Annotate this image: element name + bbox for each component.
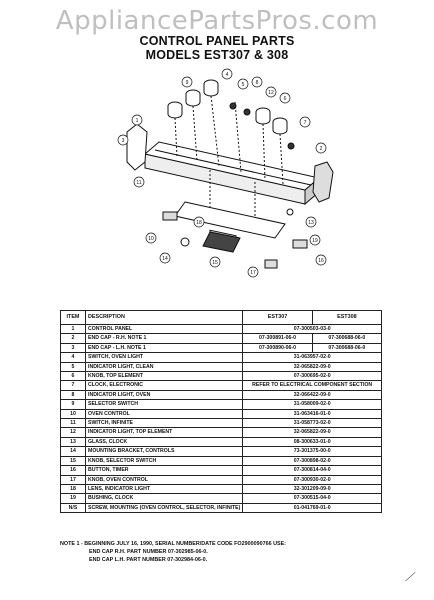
row-part-number-est308: 07-300688-06-0: [312, 343, 381, 352]
table-row: [61, 400, 382, 409]
table-row: [61, 381, 382, 390]
exploded-parts-diagram: [115, 62, 345, 287]
table-row: [61, 494, 382, 503]
row-item-number: 14: [61, 447, 86, 456]
row-description: OVEN CONTROL: [86, 409, 243, 418]
table-row: [61, 409, 382, 418]
callout-15: [210, 257, 220, 267]
table-row: [61, 353, 382, 362]
table-row: [61, 437, 382, 446]
row-description: GLASS, CLOCK: [86, 437, 243, 446]
title-line-1: CONTROL PANEL PARTS: [139, 34, 295, 48]
row-part-number: 32-065822-09-0: [243, 428, 382, 437]
page-title: [0, 34, 434, 62]
row-item-number: N/S: [61, 503, 86, 512]
row-description: SWITCH, INFINITE: [86, 419, 243, 428]
header-item: ITEM: [61, 311, 86, 325]
callout-19: [310, 235, 320, 245]
handwritten-mark: ⟋: [405, 570, 414, 584]
row-item-number: 11: [61, 419, 86, 428]
row-item-number: 16: [61, 466, 86, 475]
row-item-number: 17: [61, 475, 86, 484]
svg-text:14: 14: [162, 256, 168, 262]
row-part-number: 07-300898-02-0: [243, 456, 382, 465]
row-part-number-est307: 07-300890-06-0: [243, 343, 312, 352]
table-row: [61, 484, 382, 493]
row-part-number: 73-301375-00-0: [243, 447, 382, 456]
row-description: INDICATOR LIGHT, TOP ELEMENT: [86, 428, 243, 437]
svg-text:7: 7: [303, 120, 307, 126]
table-header-row: [61, 311, 382, 325]
note-lh: END CAP L.H. PART NUMBER 07-302984-06-0.: [89, 557, 208, 563]
table-row: [61, 419, 382, 428]
table-row: [61, 372, 382, 381]
callout-7: [300, 117, 310, 127]
row-description: LENS, INDICATOR LIGHT: [86, 484, 243, 493]
svg-text:12: 12: [268, 90, 274, 96]
callout-5: [238, 79, 248, 89]
row-item-number: 13: [61, 437, 86, 446]
row-description: END CAP - R.H. NOTE 1: [86, 334, 243, 343]
table-row: [61, 325, 382, 334]
svg-text:10: 10: [148, 236, 154, 242]
row-item-number: 2: [61, 334, 86, 343]
row-item-number: 18: [61, 484, 86, 493]
table-row: [61, 456, 382, 465]
row-description: BUSHING, CLOCK: [86, 494, 243, 503]
table-row: [61, 390, 382, 399]
callout-4: [222, 69, 232, 79]
header-est307: EST307: [243, 311, 312, 325]
row-part-number: 31-058773-02-0: [243, 419, 382, 428]
row-item-number: 19: [61, 494, 86, 503]
callout-12: [266, 87, 276, 97]
parts-table: [60, 310, 382, 513]
callout-16: [316, 255, 326, 265]
table-row: [61, 334, 382, 343]
callout-6: [280, 93, 290, 103]
row-item-number: 9: [61, 400, 86, 409]
svg-text:18: 18: [196, 220, 202, 226]
svg-text:16: 16: [318, 258, 324, 264]
svg-text:17: 17: [250, 270, 256, 276]
table-row: [61, 503, 382, 512]
svg-text:9: 9: [185, 80, 189, 86]
row-description: SWITCH, OVEN LIGHT: [86, 353, 243, 362]
row-part-number: 31-063957-02-0: [243, 353, 382, 362]
row-part-number-est307: 07-300891-06-0: [243, 334, 312, 343]
row-part-number: 07-300695-02-0: [243, 372, 382, 381]
row-part-number: 32-066422-09-0: [243, 390, 382, 399]
row-item-number: 10: [61, 409, 86, 418]
row-part-number: 32-065822-09-0: [243, 362, 382, 371]
row-description: KNOB, TOP ELEMENT: [86, 372, 243, 381]
notes: [60, 540, 390, 564]
svg-text:5: 5: [241, 82, 245, 88]
row-item-number: 7: [61, 381, 86, 390]
row-part-number-est308: 07-300688-06-0: [312, 334, 381, 343]
row-description: CONTROL PANEL: [86, 325, 243, 334]
table-row: [61, 466, 382, 475]
row-part-number: 07-300814-04-0: [243, 466, 382, 475]
note-1: NOTE 1 - BEGINNING JULY 16, 1990, SERIAL NUMBER/DATE CODE FO2900090766 USE:: [60, 541, 286, 547]
callout-13: [306, 217, 316, 227]
svg-text:3: 3: [121, 138, 125, 144]
row-item-number: 8: [61, 390, 86, 399]
row-description: SCREW, MOUNTING (OVEN CONTROL, SELECTOR, INFINITE): [86, 503, 243, 512]
row-part-number: 07-300515-04-0: [243, 494, 382, 503]
row-description: CLOCK, ELECTRONIC: [86, 381, 243, 390]
parts-table-body: [61, 325, 382, 513]
row-part-number: 31-063416-01-0: [243, 409, 382, 418]
row-item-number: 15: [61, 456, 86, 465]
table-row: [61, 475, 382, 484]
row-item-number: 3: [61, 343, 86, 352]
svg-text:19: 19: [312, 238, 318, 244]
header-description: DESCRIPTION: [86, 311, 243, 325]
callout-14: [160, 253, 170, 263]
row-part-number: 08-300633-01-0: [243, 437, 382, 446]
table-row: [61, 362, 382, 371]
row-part-number: 32-301209-09-0: [243, 484, 382, 493]
callout-11: [134, 177, 144, 187]
row-description: MOUNTING BRACKET, CONTROLS: [86, 447, 243, 456]
table-row: [61, 428, 382, 437]
svg-text:8: 8: [255, 80, 259, 86]
row-item-number: 5: [61, 362, 86, 371]
row-part-number: 07-300930-02-0: [243, 475, 382, 484]
callout-10: [146, 233, 156, 243]
row-description: INDICATOR LIGHT, OVEN: [86, 390, 243, 399]
callout-1: [132, 115, 142, 125]
callout-17: [248, 267, 258, 277]
row-item-number: 4: [61, 353, 86, 362]
svg-text:15: 15: [212, 260, 218, 266]
row-item-number: 1: [61, 325, 86, 334]
table-row: [61, 343, 382, 352]
svg-text:2: 2: [319, 146, 323, 152]
table-row: [61, 447, 382, 456]
row-item-number: 12: [61, 428, 86, 437]
callout-8: [252, 77, 262, 87]
row-part-number: 07-300503-03-0: [243, 325, 382, 334]
svg-text:1: 1: [135, 118, 139, 124]
callout-3: [118, 135, 128, 145]
row-part-number: 01-041769-01-0: [243, 503, 382, 512]
title-line-2: MODELS EST307 & 308: [145, 48, 289, 62]
svg-text:13: 13: [308, 220, 314, 226]
row-item-number: 6: [61, 372, 86, 381]
svg-text:11: 11: [136, 180, 142, 186]
svg-text:4: 4: [225, 72, 229, 78]
callout-9: [182, 77, 192, 87]
row-description: KNOB, OVEN CONTROL: [86, 475, 243, 484]
row-description: END CAP - L.H. NOTE 1: [86, 343, 243, 352]
row-description: SELECTOR SWITCH: [86, 400, 243, 409]
row-part-number: REFER TO ELECTRICAL COMPONENT SECTION: [243, 381, 382, 390]
row-part-number: 31-058009-02-0: [243, 400, 382, 409]
watermark: AppliancePartsPros.com: [55, 6, 379, 36]
note-rh: END CAP R.H. PART NUMBER 07-302985-06-0.: [89, 549, 208, 555]
svg-text:6: 6: [283, 96, 287, 102]
row-description: KNOB, SELECTOR SWITCH: [86, 456, 243, 465]
exploded-diagram-svg: [115, 62, 345, 287]
callout-2: [316, 143, 326, 153]
header-est308: EST308: [312, 311, 381, 325]
row-description: INDICATOR LIGHT, CLEAN: [86, 362, 243, 371]
row-description: BUTTON, TIMER: [86, 466, 243, 475]
callout-18: [194, 217, 204, 227]
